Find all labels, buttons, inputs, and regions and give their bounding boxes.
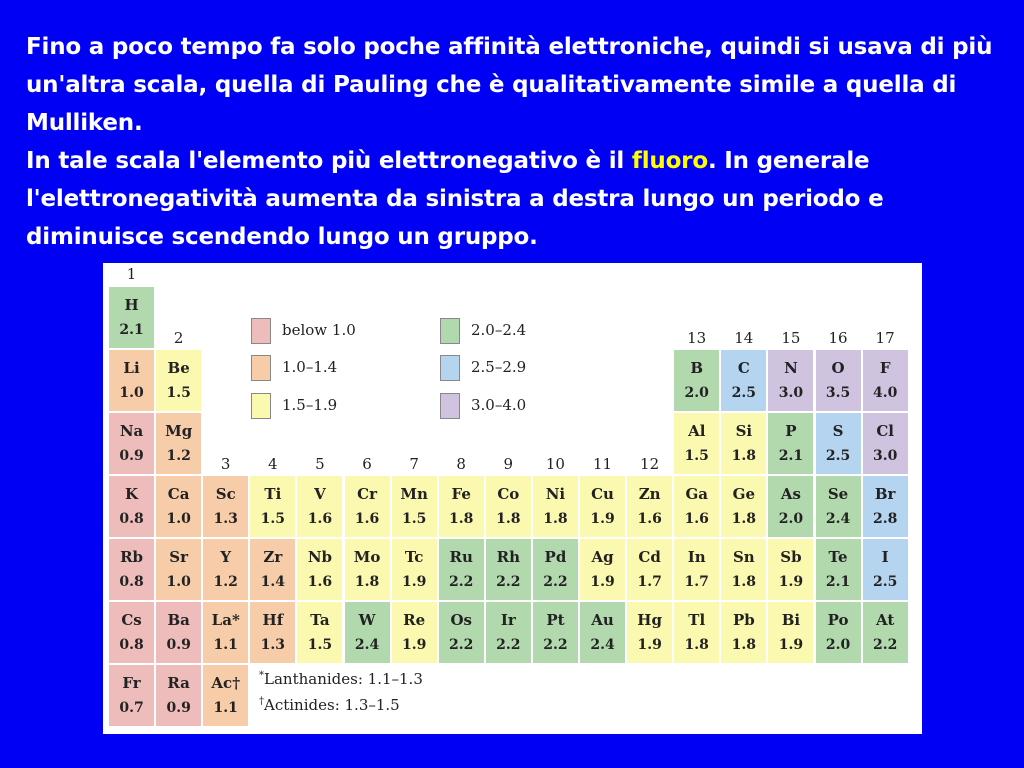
element-cell-sn — [720, 538, 767, 601]
element-electronegativity: 1.9 — [590, 574, 615, 590]
element-cell-cs — [108, 601, 155, 664]
group-label-9: 9 — [503, 455, 514, 473]
element-cell-po — [815, 601, 862, 664]
legend-label: 2.0–2.4 — [471, 321, 527, 339]
group-label-11: 11 — [592, 455, 613, 473]
element-symbol: Be — [167, 359, 190, 377]
legend-label: 2.5–2.9 — [471, 358, 527, 376]
element-symbol: Bi — [781, 611, 801, 629]
element-symbol: Co — [497, 485, 520, 503]
legend-swatch-green — [440, 318, 460, 344]
element-cell-k — [108, 475, 155, 538]
element-cell-s — [815, 412, 862, 475]
element-electronegativity: 1.9 — [590, 511, 615, 527]
element-cell-cl — [862, 412, 909, 475]
element-symbol: C — [737, 359, 750, 377]
element-cell-i — [862, 538, 909, 601]
element-electronegativity: 1.8 — [731, 574, 757, 590]
element-cell-na — [108, 412, 155, 475]
element-electronegativity: 1.6 — [684, 511, 709, 527]
element-cell-al — [673, 412, 720, 475]
element-symbol: Ni — [545, 485, 566, 503]
element-cell-bi — [767, 601, 814, 664]
legend-label: 3.0–4.0 — [471, 396, 527, 414]
element-symbol: La* — [211, 611, 240, 629]
element-cell-cr — [344, 475, 391, 538]
element-cell-ca — [155, 475, 202, 538]
lanthanides-mark: * — [259, 670, 264, 681]
element-electronegativity: 1.5 — [401, 511, 427, 527]
element-cell-mg — [155, 412, 202, 475]
legend-swatch-purple — [440, 393, 460, 419]
element-cell-ir — [485, 601, 532, 664]
actinides-note — [259, 696, 400, 714]
element-cell-ba — [155, 601, 202, 664]
element-electronegativity: 3.5 — [825, 385, 851, 401]
element-cell-fe — [438, 475, 485, 538]
element-electronegativity: 2.4 — [590, 637, 615, 653]
element-electronegativity: 1.6 — [637, 511, 662, 527]
element-electronegativity: 3.0 — [778, 385, 804, 401]
element-cell-si — [720, 412, 767, 475]
element-electronegativity: 2.8 — [872, 511, 898, 527]
element-symbol: Tl — [688, 611, 706, 629]
paragraph-fluorine — [26, 142, 1001, 256]
element-cell-fr — [108, 664, 155, 727]
element-electronegativity: 1.8 — [731, 511, 757, 527]
paragraph-fluorine-end: . In generale l'elettronegatività aumenta da sinistra a destra lungo un periodo e diminuisce scendendo lungo un gruppo. — [26, 148, 884, 250]
element-symbol: Cl — [876, 422, 894, 440]
group-label-14: 14 — [734, 329, 754, 347]
group-label-6: 6 — [362, 455, 372, 473]
element-symbol: B — [690, 359, 704, 377]
element-symbol: Mo — [353, 548, 381, 566]
legend-swatch-yellow — [251, 393, 271, 419]
element-electronegativity: 1.8 — [449, 511, 474, 527]
element-electronegativity: 1.9 — [778, 574, 804, 590]
element-cell-zr — [249, 538, 296, 601]
element-cell-au — [579, 601, 626, 664]
element-symbol: Ag — [591, 548, 614, 566]
group-label-7: 7 — [409, 455, 419, 473]
group-label-12: 12 — [640, 455, 660, 473]
group-label-17: 17 — [875, 329, 895, 347]
element-cell-te — [815, 538, 862, 601]
legend-label: 1.0–1.4 — [282, 358, 338, 376]
element-cell-hf — [249, 601, 296, 664]
element-symbol: Pt — [546, 611, 565, 629]
element-cell-ra — [155, 664, 202, 727]
element-cell-rh — [485, 538, 532, 601]
element-symbol: Zn — [638, 485, 661, 503]
element-electronegativity: 1.0 — [119, 385, 144, 401]
element-cell-o — [815, 349, 862, 412]
element-symbol: Sc — [215, 485, 236, 503]
element-symbol: Rb — [120, 548, 144, 566]
element-electronegativity: 1.0 — [166, 511, 191, 527]
element-electronegativity: 2.1 — [119, 322, 144, 338]
element-electronegativity: 2.4 — [354, 637, 380, 653]
element-electronegativity: 1.8 — [731, 448, 757, 464]
element-symbol: Cr — [357, 485, 377, 503]
element-electronegativity: 1.5 — [684, 448, 709, 464]
element-symbol: Sr — [169, 548, 189, 566]
element-symbol: Ti — [264, 485, 282, 503]
element-cell-cd — [626, 538, 673, 601]
element-electronegativity: 2.2 — [449, 637, 474, 653]
element-cell-sr — [155, 538, 202, 601]
element-electronegativity: 1.7 — [684, 574, 709, 590]
element-cell-cu — [579, 475, 626, 538]
element-symbol: Nb — [307, 548, 333, 566]
element-symbol: Mg — [165, 422, 193, 440]
element-symbol: Te — [828, 548, 848, 566]
element-cell-h — [108, 286, 155, 349]
element-electronegativity: 2.2 — [543, 637, 568, 653]
element-cell-f — [862, 349, 909, 412]
element-cell-mn — [391, 475, 438, 538]
element-electronegativity: 0.8 — [119, 574, 144, 590]
element-electronegativity: 1.1 — [213, 637, 238, 653]
element-cell-ru — [438, 538, 485, 601]
element-cell-ac — [202, 664, 249, 727]
element-cell-co — [485, 475, 532, 538]
element-symbol: As — [780, 485, 801, 503]
element-cell-at — [862, 601, 909, 664]
periodic-table-figure — [103, 263, 922, 734]
element-symbol: Re — [403, 611, 426, 629]
element-symbol: Cd — [638, 548, 661, 566]
element-symbol: Pb — [732, 611, 755, 629]
element-electronegativity: 2.1 — [825, 574, 851, 590]
group-label-15: 15 — [781, 329, 801, 347]
element-symbol: Li — [123, 359, 140, 377]
element-electronegativity: 1.0 — [166, 574, 191, 590]
element-symbol: Ac† — [211, 674, 241, 692]
element-cell-n — [767, 349, 814, 412]
element-cell-ti — [249, 475, 296, 538]
element-electronegativity: 0.8 — [119, 511, 144, 527]
slide-text — [26, 28, 1001, 256]
element-electronegativity: 2.2 — [496, 637, 521, 653]
element-cell-c — [720, 349, 767, 412]
group-label-8: 8 — [456, 455, 466, 473]
element-symbol: Br — [874, 485, 896, 503]
element-cell-os — [438, 601, 485, 664]
paragraph-intro: Fino a poco tempo fa solo poche affinità elettroniche, quindi si usava di più un'altra scala, quella di Pauling che è qualitativamente simile a quella di Mulliken. — [26, 34, 993, 136]
group-label-5: 5 — [315, 455, 325, 473]
element-cell-v — [296, 475, 343, 538]
element-electronegativity: 2.5 — [872, 574, 898, 590]
element-electronegativity: 2.2 — [496, 574, 521, 590]
element-electronegativity: 1.2 — [213, 574, 238, 590]
element-symbol: Po — [827, 611, 849, 629]
element-symbol: Rh — [496, 548, 521, 566]
element-symbol: Ta — [310, 611, 330, 629]
element-electronegativity: 2.5 — [825, 448, 851, 464]
element-symbol: Y — [220, 548, 232, 566]
element-electronegativity: 1.9 — [401, 574, 427, 590]
element-symbol: Mn — [400, 485, 428, 503]
element-symbol: Sb — [780, 548, 802, 566]
element-symbol: I — [881, 548, 889, 566]
element-symbol: Ra — [167, 674, 190, 692]
element-electronegativity: 1.7 — [637, 574, 662, 590]
element-cell-ta — [296, 601, 343, 664]
element-symbol: Ir — [500, 611, 516, 629]
element-cell-br — [862, 475, 909, 538]
element-symbol: Ge — [732, 485, 756, 503]
element-electronegativity: 1.3 — [213, 511, 238, 527]
element-cell-w — [344, 601, 391, 664]
element-symbol: Zr — [263, 548, 283, 566]
element-symbol: Hf — [262, 611, 284, 629]
element-symbol: Cs — [121, 611, 142, 629]
element-electronegativity: 1.8 — [543, 511, 568, 527]
element-symbol: Sn — [732, 548, 755, 566]
group-label-13: 13 — [687, 329, 707, 347]
element-cell-b — [673, 349, 720, 412]
element-symbol: H — [124, 296, 139, 314]
element-cell-pd — [532, 538, 579, 601]
element-cell-p — [767, 412, 814, 475]
highlight-fluoro: fluoro — [631, 148, 708, 174]
actinides-text: Actinides: 1.3–1.5 — [264, 696, 400, 714]
legend-label: below 1.0 — [282, 321, 356, 339]
element-electronegativity: 1.9 — [637, 637, 662, 653]
element-cell-li — [108, 349, 155, 412]
element-cell-se — [815, 475, 862, 538]
element-cell-mo — [344, 538, 391, 601]
element-cell-nb — [296, 538, 343, 601]
element-electronegativity: 1.6 — [354, 511, 380, 527]
element-cell-pb — [720, 601, 767, 664]
element-electronegativity: 1.2 — [166, 448, 191, 464]
element-electronegativity: 0.7 — [119, 700, 144, 716]
element-electronegativity: 2.1 — [778, 448, 804, 464]
element-symbol: Ba — [167, 611, 190, 629]
element-symbol: Fr — [122, 674, 141, 692]
element-symbol: K — [125, 485, 139, 503]
element-cell-ni — [532, 475, 579, 538]
element-cell-in — [673, 538, 720, 601]
element-cell-as — [767, 475, 814, 538]
element-electronegativity: 2.5 — [731, 385, 757, 401]
element-symbol: Os — [450, 611, 472, 629]
group-label-3: 3 — [220, 455, 231, 473]
element-symbol: W — [358, 611, 376, 629]
group-label-10: 10 — [545, 455, 565, 473]
actinides-mark: † — [259, 696, 264, 707]
element-symbol: Au — [591, 611, 614, 629]
legend-swatch-blue — [440, 355, 460, 381]
element-electronegativity: 1.8 — [731, 637, 757, 653]
element-symbol: In — [687, 548, 706, 566]
element-cell-rb — [108, 538, 155, 601]
element-symbol: Cu — [591, 485, 614, 503]
element-cell-y — [202, 538, 249, 601]
element-cell-la — [202, 601, 249, 664]
element-symbol: Si — [735, 422, 753, 440]
element-cell-zn — [626, 475, 673, 538]
element-electronegativity: 2.0 — [778, 511, 804, 527]
element-cell-ga — [673, 475, 720, 538]
element-electronegativity: 1.6 — [307, 574, 333, 590]
element-symbol: O — [831, 359, 845, 377]
legend-swatch-pink — [251, 318, 271, 344]
element-electronegativity: 1.8 — [684, 637, 709, 653]
element-cell-sc — [202, 475, 249, 538]
element-electronegativity: 1.8 — [354, 574, 380, 590]
element-cell-tc — [391, 538, 438, 601]
element-cell-hg — [626, 601, 673, 664]
element-electronegativity: 2.0 — [684, 385, 709, 401]
legend-label: 1.5–1.9 — [282, 396, 338, 414]
element-electronegativity: 1.3 — [260, 637, 286, 653]
lanthanides-note — [259, 670, 423, 688]
legend-swatch-orange — [251, 355, 271, 381]
element-electronegativity: 1.5 — [307, 637, 333, 653]
element-symbol: Ca — [167, 485, 190, 503]
element-electronegativity: 4.0 — [872, 385, 898, 401]
element-electronegativity: 2.2 — [449, 574, 474, 590]
element-symbol: Na — [119, 422, 144, 440]
group-label-1: 1 — [126, 265, 137, 283]
element-cell-sb — [767, 538, 814, 601]
element-electronegativity: 2.4 — [825, 511, 851, 527]
element-symbol: S — [832, 422, 844, 440]
element-cell-ge — [720, 475, 767, 538]
element-symbol: Fe — [451, 485, 471, 503]
element-symbol: Tc — [404, 548, 424, 566]
element-electronegativity: 1.8 — [496, 511, 521, 527]
element-electronegativity: 3.0 — [872, 448, 898, 464]
element-symbol: Ga — [685, 485, 708, 503]
element-symbol: N — [784, 359, 798, 377]
element-cell-pt — [532, 601, 579, 664]
element-symbol: At — [875, 611, 895, 629]
element-cell-re — [391, 601, 438, 664]
element-cell-ag — [579, 538, 626, 601]
element-electronegativity: 1.5 — [260, 511, 286, 527]
element-electronegativity: 2.2 — [872, 637, 898, 653]
group-label-16: 16 — [828, 329, 848, 347]
element-cell-be — [155, 349, 202, 412]
element-symbol: Pd — [544, 548, 567, 566]
element-electronegativity: 1.6 — [307, 511, 333, 527]
element-symbol: Al — [688, 422, 706, 440]
element-electronegativity: 1.1 — [213, 700, 238, 716]
group-label-2: 2 — [173, 329, 184, 347]
element-symbol: Ru — [449, 548, 473, 566]
element-electronegativity: 0.9 — [166, 700, 191, 716]
element-symbol: Hg — [637, 611, 662, 629]
element-cell-tl — [673, 601, 720, 664]
element-symbol: V — [314, 485, 326, 503]
paragraph-fluorine-start: In tale scala l'elemento più elettronegativo è il — [26, 148, 632, 174]
element-electronegativity: 1.9 — [401, 637, 427, 653]
element-electronegativity: 0.8 — [119, 637, 144, 653]
element-symbol: F — [879, 359, 891, 377]
element-electronegativity: 1.5 — [166, 385, 191, 401]
element-electronegativity: 1.4 — [260, 574, 286, 590]
lanthanides-text: Lanthanides: 1.1–1.3 — [264, 670, 423, 688]
element-electronegativity: 2.2 — [543, 574, 568, 590]
element-electronegativity: 0.9 — [119, 448, 144, 464]
element-electronegativity: 1.9 — [778, 637, 804, 653]
element-electronegativity: 2.0 — [825, 637, 851, 653]
element-symbol: Se — [827, 485, 849, 503]
group-label-4: 4 — [268, 455, 278, 473]
element-electronegativity: 0.9 — [166, 637, 191, 653]
element-symbol: P — [785, 422, 797, 440]
